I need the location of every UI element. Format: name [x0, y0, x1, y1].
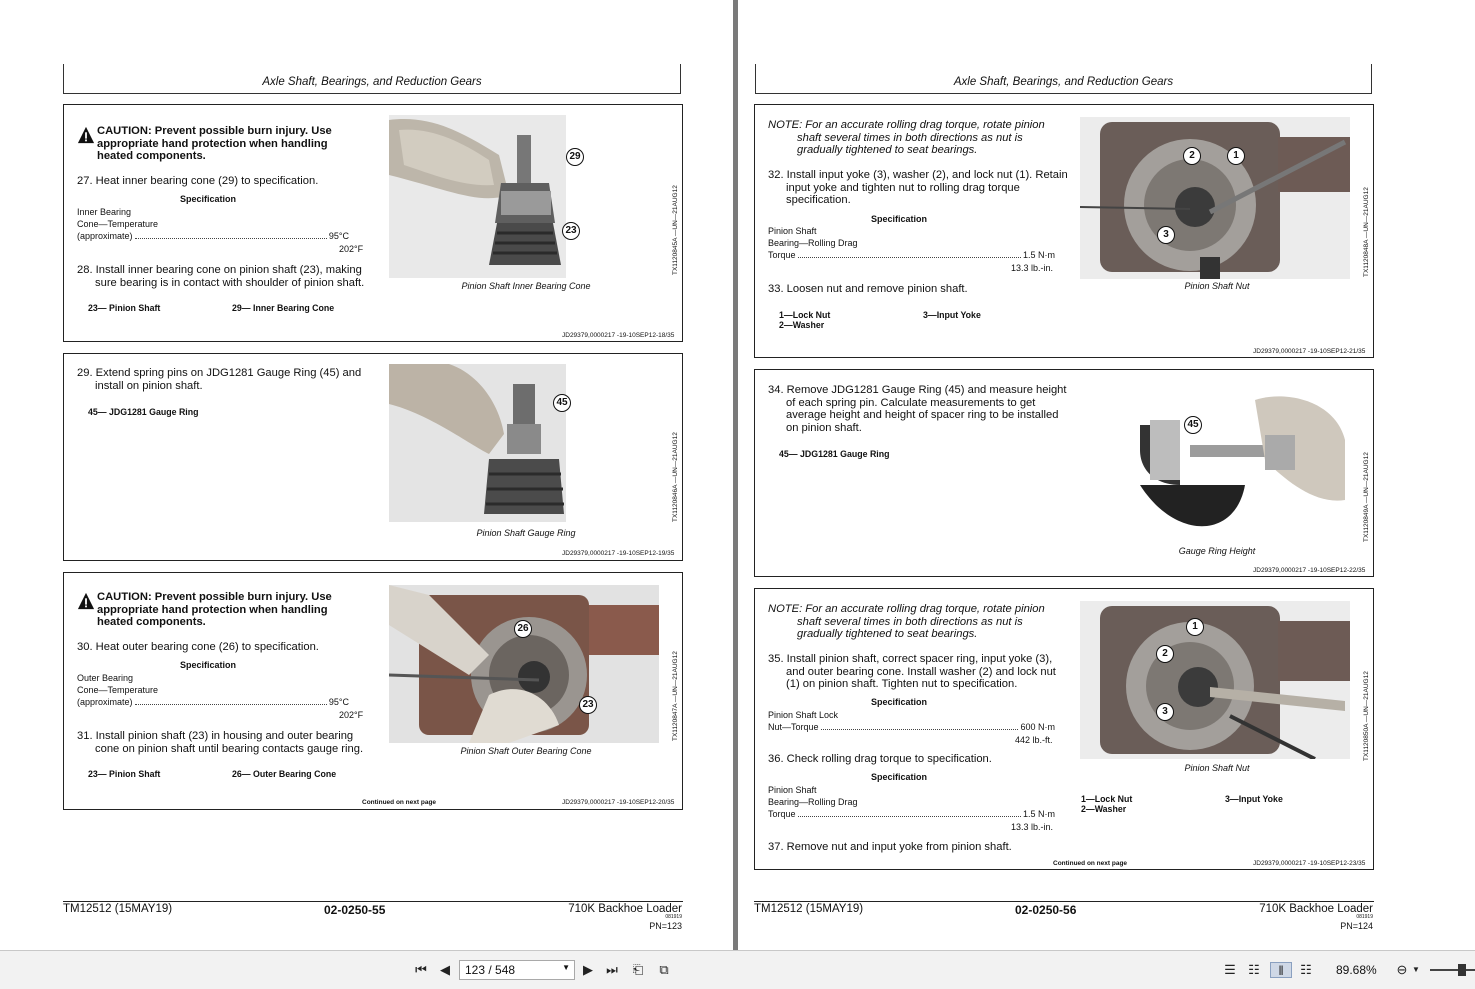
step-31: 31. Install pinion shaft (23) in housing and outer bearing cone on pinion shaft until bearing contacts gauge ring. [77, 730, 364, 755]
spec-title: Specification [871, 772, 928, 782]
reference-code: JD29379,0000217 -19-10SEP12-22/35 [1253, 567, 1366, 574]
figure-code: TX1120850A —UN—21AUG12 [1363, 671, 1370, 761]
spec-line: Pinion Shaft [768, 785, 817, 795]
figure-caption: Pinion Shaft Inner Bearing Cone [461, 281, 591, 291]
footer-model: 710K Backhoe Loader [568, 903, 682, 915]
reference-code: JD29379,0000217 -19-10SEP12-20/35 [562, 799, 675, 806]
page-header: Axle Shaft, Bearings, and Reduction Gears [755, 64, 1372, 94]
procedure-block-34 [754, 369, 1374, 577]
step-37: 37. Remove nut and input yoke from pinion shaft. [768, 841, 1012, 853]
callout-1: 1 [1227, 147, 1245, 165]
first-page-icon[interactable]: ⏮ [415, 962, 427, 977]
photo-pinion-shaft-nut-torque [1080, 601, 1350, 759]
legend-item: 1—Lock Nut 2—Washer [1081, 794, 1133, 814]
spec-title: Specification [180, 194, 237, 204]
figure-code: TX1120846A —UN—21AUG12 [672, 432, 679, 522]
spec-label [768, 784, 1055, 820]
figure-caption: Pinion Shaft Nut [1184, 281, 1250, 291]
spec-label [77, 672, 349, 708]
previous-page-icon[interactable]: ◀ [440, 962, 450, 977]
reference-code: JD29379,0000217 -19-10SEP12-18/35 [562, 332, 675, 339]
figure-caption: Pinion Shaft Gauge Ring [476, 528, 576, 538]
callout-45: 45 [1184, 416, 1202, 434]
footer-page-number: 02-0250-56 [1015, 903, 1077, 917]
reference-code: JD29379,0000217 -19-10SEP12-23/35 [1253, 860, 1366, 867]
spec-key: Torque [768, 809, 796, 819]
callout-2: 2 [1156, 645, 1174, 663]
photo-outer-bearing-cone [389, 585, 659, 743]
step-27: 27. Heat inner bearing cone (29) to specification. [77, 175, 319, 187]
spec-value-alt: 13.3 lb.-in. [1011, 822, 1054, 832]
callout-45: 45 [553, 394, 571, 412]
rolling-drag-note: NOTE: For an accurate rolling drag torque, rotate pinion shaft several times in both directions as nut is gradually tightened to seat bearings. [768, 603, 1045, 640]
photo-inner-bearing-cone [389, 115, 566, 278]
footer-date-code: 081919 [665, 914, 682, 920]
spec-label [768, 709, 1055, 733]
footer-pn: PN=123 [649, 921, 682, 931]
footer-pn: PN=124 [1340, 921, 1373, 931]
spec-value-alt: 13.3 lb.-in. [1011, 263, 1054, 273]
footer-model: 710K Backhoe Loader [1259, 903, 1373, 915]
procedure-block-29 [63, 353, 683, 561]
spec-value: 1.5 N·m [1022, 250, 1055, 260]
zoom-slider-handle[interactable] [1458, 964, 1466, 976]
spec-line: Inner Bearing [77, 207, 132, 217]
callout-3: 3 [1156, 703, 1174, 721]
figure-caption: Gauge Ring Height [1178, 546, 1256, 556]
spec-key: Nut—Torque [768, 722, 819, 732]
step-35: 35. Install pinion shaft, correct spacer ring, input yoke (3), and outer bearing cone. Install washer (2) and lock nut (1) on pinion shaft. Tighten nut to specification. [768, 653, 1056, 690]
continuous-icon[interactable]: ☷ [1248, 962, 1260, 977]
caution-text: CAUTION: Prevent possible burn injury. Use appropriate hand protection when handling heated components. [97, 125, 332, 162]
legend-item: 45— JDG1281 Gauge Ring [779, 449, 890, 459]
page-number-value: 123 / 548 [465, 963, 516, 977]
spec-value: 95°C [328, 697, 349, 707]
spec-line: Cone—Temperature [77, 685, 159, 695]
footer-page-number: 02-0250-55 [324, 903, 386, 917]
callout-23: 23 [579, 696, 597, 714]
legend-item: 26— Outer Bearing Cone [232, 769, 337, 779]
figure-code: TX1120845A —UN—21AUG12 [672, 185, 679, 275]
reference-code: JD29379,0000217 -19-10SEP12-21/35 [1253, 348, 1366, 355]
footer-rule [63, 901, 683, 902]
legend-item: 1—Lock Nut 2—Washer [779, 310, 831, 330]
procedure-block-27-28 [63, 104, 683, 342]
step-29: 29. Extend spring pins on JDG1281 Gauge Ring (45) and install on pinion shaft. [77, 367, 362, 392]
reference-code: JD29379,0000217 -19-10SEP12-19/35 [562, 550, 675, 557]
rolling-drag-note: NOTE: For an accurate rolling drag torque, rotate pinion shaft several times in both directions as nut is gradually tightened to seat bearings. [768, 119, 1045, 156]
warning-icon [77, 592, 95, 610]
continued-note: Continued on next page [362, 799, 437, 806]
step-33: 33. Loosen nut and remove pinion shaft. [768, 283, 968, 295]
caution-text: CAUTION: Prevent possible burn injury. Use appropriate hand protection when handling heated components. [97, 591, 332, 628]
callout-26: 26 [514, 620, 532, 638]
figure-code: TX1120849A —UN—21AUG12 [1363, 452, 1370, 542]
two-page-icon[interactable]: ‖ [1270, 962, 1292, 978]
spec-line: Bearing—Rolling Drag [768, 797, 858, 807]
spec-value: 95°C [328, 231, 349, 241]
spec-line: Outer Bearing [77, 673, 134, 683]
next-page-icon[interactable]: ▶ [583, 962, 593, 977]
caution-notice [77, 591, 347, 629]
spec-line: Pinion Shaft [768, 226, 817, 236]
figure-caption: Pinion Shaft Outer Bearing Cone [460, 746, 592, 756]
callout-1: 1 [1186, 618, 1204, 636]
footer-doc: TM12512 (15MAY19) [63, 903, 173, 915]
spec-line: Cone—Temperature [77, 219, 159, 229]
legend-item: 3—Input Yoke [923, 310, 981, 320]
rotate-icon[interactable]: ⎗ [632, 962, 644, 977]
last-page-icon[interactable]: ⏭ [606, 962, 618, 977]
footer-rule [754, 901, 1374, 902]
photo-gauge-ring [389, 364, 566, 522]
spec-value: 1.5 N·m [1022, 809, 1055, 819]
step-36: 36. Check rolling drag torque to specification. [768, 753, 992, 765]
single-page-icon[interactable]: ☰ [1224, 962, 1236, 977]
step-34: 34. Remove JDG1281 Gauge Ring (45) and measure height of each spring pin. Calculate measurements to get average height and height of spacer ring to be installed on pinion shaft. [768, 384, 1067, 434]
spec-key: Torque [768, 250, 796, 260]
spec-line: Bearing—Rolling Drag [768, 238, 858, 248]
zoom-level[interactable]: 89.68% [1336, 963, 1377, 977]
spec-key: (approximate) [77, 231, 133, 241]
footer-date-code: 081919 [1356, 914, 1373, 920]
legend-item: 3—Input Yoke [1225, 794, 1283, 804]
viewer-toolbar [0, 950, 1475, 989]
chevron-down-icon[interactable]: ▼ [1412, 965, 1420, 974]
caution-notice [77, 125, 347, 163]
zoom-out-icon[interactable]: ⊖ [1396, 962, 1408, 977]
callout-3: 3 [1157, 226, 1175, 244]
spec-value-alt: 202°F [339, 710, 364, 720]
right-page [738, 0, 1475, 950]
legend-item: 45— JDG1281 Gauge Ring [88, 407, 199, 417]
legend-item: 29— Inner Bearing Cone [232, 303, 335, 313]
zoom-slider[interactable] [1430, 969, 1475, 971]
procedure-block-35-37 [754, 588, 1374, 870]
figure-caption: Pinion Shaft Nut [1184, 763, 1250, 773]
continued-note: Continued on next page [1053, 860, 1128, 867]
page-number-select[interactable] [459, 960, 575, 980]
callout-23: 23 [562, 222, 580, 240]
photo-pinion-shaft-nut [1080, 117, 1350, 279]
legend-item: 23— Pinion Shaft [88, 303, 161, 313]
left-page [0, 0, 733, 950]
spec-line: Pinion Shaft Lock [768, 710, 839, 720]
callout-29: 29 [566, 148, 584, 166]
spec-title: Specification [871, 214, 928, 224]
procedure-block-32-33 [754, 104, 1374, 358]
spec-label [768, 225, 1055, 261]
step-32: 32. Install input yoke (3), washer (2), and lock nut (1). Retain input yoke and tighten nut to rolling drag torque specification. [768, 169, 1068, 206]
legend-item: 23— Pinion Shaft [88, 769, 161, 779]
chevron-down-icon: ▼ [562, 963, 570, 972]
spec-label [77, 206, 349, 242]
spec-title: Specification [871, 697, 928, 707]
callout-2: 2 [1183, 147, 1201, 165]
footer-doc: TM12512 (15MAY19) [754, 903, 864, 915]
fit-icon[interactable]: ⧉ [659, 962, 669, 977]
procedure-block-30-31 [63, 572, 683, 810]
step-30: 30. Heat outer bearing cone (26) to specification. [77, 641, 319, 653]
figure-code: TX1120847A —UN—21AUG12 [672, 651, 679, 741]
spec-key: (approximate) [77, 697, 133, 707]
spec-value: 600 N·m [1020, 722, 1055, 732]
warning-icon [77, 126, 95, 144]
page-header: Axle Shaft, Bearings, and Reduction Gears [63, 64, 681, 94]
two-page-continuous-icon[interactable]: ☷ [1300, 962, 1312, 977]
spec-title: Specification [180, 660, 237, 670]
spec-value-alt: 202°F [339, 244, 364, 254]
photo-gauge-ring-height [1135, 390, 1345, 535]
spec-value-alt: 442 lb.-ft. [1015, 735, 1053, 745]
figure-code: TX1120848A —UN—21AUG12 [1363, 187, 1370, 277]
step-28: 28. Install inner bearing cone on pinion shaft (23), making sure bearing is in contact with shoulder of pinion shaft. [77, 264, 365, 289]
